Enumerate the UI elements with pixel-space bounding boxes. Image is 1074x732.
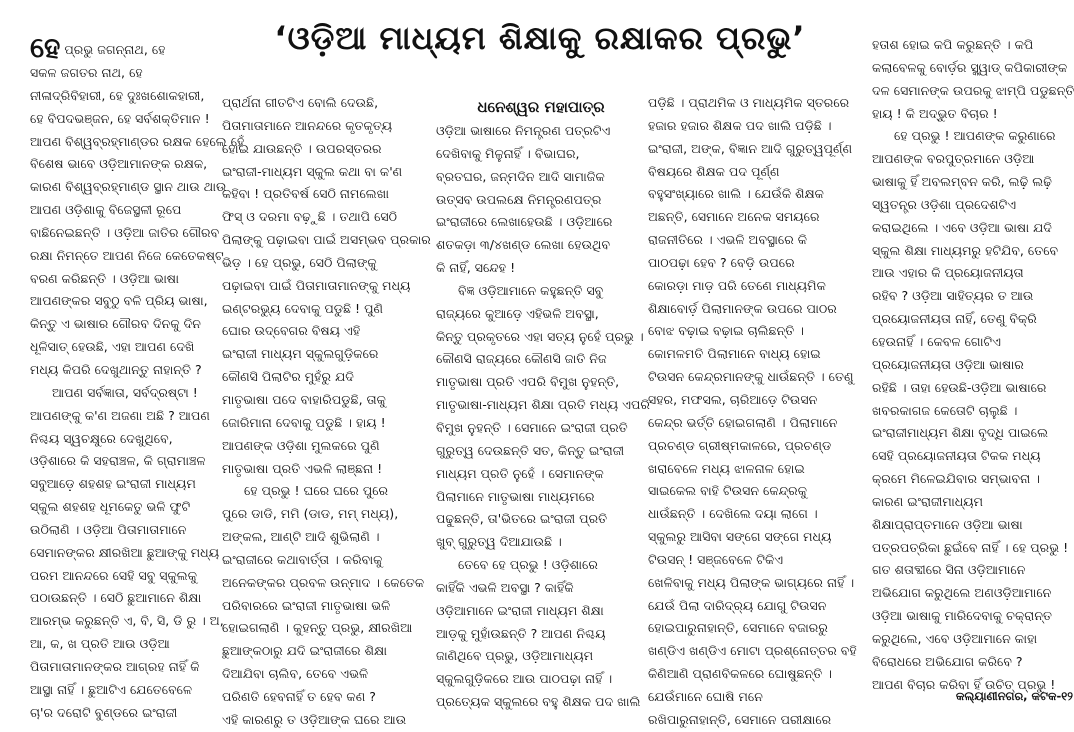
text-line: ପରିବାରରେ ଇଂରାଜୀ ମାତୃଭାଷା ଭଳି xyxy=(222,597,391,613)
text-line: ବାଛିନେଇଛନ୍ତି । ଓଡ଼ିଆ ଜାତିର ଗୌରବ xyxy=(30,224,220,240)
text-line: ପିତାମାତାମାନଙ୍କର ଆଗ୍ରହ ନାହିଁ କି xyxy=(30,658,200,674)
text-line: ହଜାର ହଜାର ଶିକ୍ଷକ ପଦ ଖାଲି ପଡ଼ିଛି । xyxy=(648,117,832,133)
text-line: ବିଷୟରେ ଶିକ୍ଷକ ପଦ ପୂର୍ଣ୍ଣ xyxy=(648,163,780,179)
text-line: ଇଂରାଜୀରେ ଲେଖାହେଉଛି । ଓଡ଼ିଆରେ xyxy=(436,214,613,230)
article-column-3 xyxy=(436,120,648,708)
text-line: ମାଧ୍ୟମ ପ୍ରତି ନୁହେଁ । ସେମାନଙ୍କ xyxy=(436,465,604,481)
text-line: ବୋଝ ବଢ଼ାଇ ବଢ଼ାଇ ଚାଲିଛନ୍ତି । xyxy=(648,323,804,339)
text-line: ବିରୋଧରେ ଅଭିଯୋଗ କରିବେ ? xyxy=(872,653,1023,669)
text-line: ଘୋର ଉଦ୍‌ବେଗର ବିଷୟ ଏହି xyxy=(222,323,361,339)
text-line: କାରଣ ଇଂରାଜୀମାଧ୍ୟମ xyxy=(872,493,984,509)
text-line: ଓଡ଼ିଆ ଭାଷାରେ ନିମନ୍ତ୍ରଣ ପତ୍ରଟିଏ xyxy=(436,123,611,138)
article-column-4 xyxy=(648,92,861,727)
text-line: ଆସ୍ଥା ନାହିଁ । ଛୁଆଟିଏ ଯେତେବେଳେ xyxy=(30,681,193,697)
text-line: କିନ୍ତୁ ଏ ଭାଷାର ଗୌରବ ଦିନକୁ ଦିନ xyxy=(30,316,201,332)
text-line: ଇଂରାଜୀ, ଅଙ୍କ, ବିଜ୍ଞାନ ଆଦି ଗୁରୁତ୍ୱପୂର୍ଣ୍ଣ xyxy=(648,140,853,156)
text-line: ହେ ପ୍ରଭୁ ! ଆପଣଙ୍କ କରୁଣାରେ xyxy=(894,128,1056,144)
column-3-body xyxy=(436,120,648,714)
text-line: ଆପଣଙ୍କ ବରପୁତ୍ରମାନେ ଓଡ଼ିଆ xyxy=(872,151,1035,167)
text-line: ପ୍ରୟୋଜନୀୟତା ଓଡ଼ିଆ ଭାଷାର xyxy=(872,356,1024,372)
text-line: କେନ୍ଦ୍ର ଭର୍ତ୍ତି ହୋଇଗଲାଣି । ପିଲାମାନେ xyxy=(648,414,838,430)
text-line: ହେ ପ୍ରଭୁ ! ଘରେ ଘରେ ପୁରେ xyxy=(244,483,389,499)
first-line-text: ପ୍ରଭୁ ଜଗନ୍ନାଥ, ହେ xyxy=(64,42,166,57)
text-line: ସହର, ମଫସଲ, ଚାରିଆଡ଼େ ଟିଉସନ xyxy=(648,391,818,407)
text-line: ସ୍କୁଲ ଶିକ୍ଷା ମାଧ୍ୟମରୁ ହଟିଯିବ, ତେବେ xyxy=(872,242,1059,258)
text-line: ଆପଣ ବିଶ୍ୱବ୍ରହ୍ମାଣ୍ଡର ରକ୍ଷକ ହେଲେ ହେଁ xyxy=(30,133,245,149)
column-1-body xyxy=(30,31,245,724)
text-line: ପଡ଼ିଛି । ପ୍ରାଥମିକ ଓ ମାଧ୍ୟମିକ ସ୍ତରରେ xyxy=(648,95,850,110)
text-line: ଯେଉଁ ପିଲା ଦାରିଦ୍ର୍ୟ ଯୋଗୁ ଟିଉସନ xyxy=(648,597,827,613)
text-line: ରାଜନୀତିରେ । ଏଭଳି ଅବସ୍ଥାରେ କି xyxy=(648,232,808,248)
text-line: ହୋଇପାରୁନାହାନ୍ତି, ସେମାନେ ବଜାରରୁ xyxy=(648,620,828,636)
text-line: ଅଙ୍କଲ, ଆଣ୍ଟି ଆଦି ଶୁଭିଲାଣି । xyxy=(222,529,380,545)
text-line: ହାୟ ! କି ଅଦ୍ଭୁତ ବିଚାର ! xyxy=(872,105,998,121)
text-line: ଅଛନ୍ତି, ସେମାନେ ଅନେକ ସମୟରେ xyxy=(648,209,820,225)
text-line: ଶତକଡ଼ା ୩/୪ଖଣ୍ଡ ଲେଖା ହେଉଥିବ xyxy=(436,237,611,253)
text-line: ପଢୁଛନ୍ତି, ତା'ଭିତରେ ଇଂରାଜୀ ପ୍ରତି xyxy=(436,511,608,527)
text-line: ବରଣ କରିଛନ୍ତି । ଓଡ଼ିଆ ଭାଷା xyxy=(30,270,179,286)
text-line: କିନ୍ତୁ ପ୍ରକୃତରେ ଏହା ସତ୍ୟ ନୁହେଁ ପ୍ରଭୁ । xyxy=(436,328,644,344)
text-line: ସବୁଆଡ଼େ ଶହଶହ ଇଂରାଜୀ ମାଧ୍ୟମ xyxy=(30,476,196,492)
text-line: କହିବା ! ପ୍ରତିବର୍ଷ ସେଠି ନାମଲେଖା xyxy=(222,186,390,202)
text-line: ଆପଣଙ୍କର ସବୁଠୁ ବଳି ପ୍ରିୟ ଭାଷା, xyxy=(30,293,208,309)
text-line: ଦେଖିବାକୁ ମିଳୁନାହିଁ । ବିଭାଘର, xyxy=(436,145,580,161)
text-line: ମାତୃଭାଷା ପଦେ ବାହାରିପଡୁଛି, ତାକୁ xyxy=(222,391,386,407)
text-line: ଆପଣ ଓଡ଼ିଶାକୁ ବିଜେସ୍ଥଳୀ ରୂପେ xyxy=(30,202,182,218)
text-line: ମାତୃଭାଷା ପ୍ରତି ଏପରି ବିମୁଖ ନୁହନ୍ତି, xyxy=(436,374,620,390)
text-line: ଗତ ଶତାବ୍ଦୀରେ ସିନା ଓଡ଼ିଆମାନେ xyxy=(872,562,1026,578)
text-line: ଶିକ୍ଷାବୋର୍ଡ଼ ପିଲାମାନଙ୍କ ଉପରେ ପାଠର xyxy=(648,300,837,316)
text-line: ଚା'ର ଦରୋଟି ବୁଣ୍ଡରେ ଇଂରାଜୀ xyxy=(30,704,178,720)
text-line: ହତାଶ ହୋଇ କପି କରୁଛନ୍ତି । କପି xyxy=(872,37,1034,52)
text-line: ସ୍କୁଲଗୁଡ଼ିକରେ ଆଉ ପାଠପଢ଼ା ନାହିଁ । xyxy=(436,671,613,687)
text-line: ପ୍ରତ୍ୟେକ ସ୍କୁଲରେ ବହୁ ଶିକ୍ଷକ ପଦ ଖାଲି xyxy=(436,694,641,710)
text-line: ଉତ୍ସବ ଉପଲକ୍ଷେ ନିମନ୍ତ୍ରଣପତ୍ର xyxy=(436,191,602,207)
text-line: କରୁଥିଲେ, ଏବେ ଓଡ଼ିଆମାନେ କାହା xyxy=(872,630,1038,646)
text-line: ଇଣ୍ଟରଭ୍ୟୁ ଦେବାକୁ ପଡୁଛି ! ପୁଣି xyxy=(222,300,384,316)
text-line: ରହିବ ? ଓଡ଼ିଆ ସାହିତ୍ୟର ତ ଆଉ xyxy=(872,288,1034,304)
text-line: କୌଣସି ପିଲାଟିର ମୁହଁରୁ ଯଦି xyxy=(222,369,354,385)
text-line: କୌଣସି ରାଜ୍ୟରେ କୌଣସି ଜାତି ନିଜ xyxy=(436,351,607,367)
text-line: ଓଡ଼ିଶାରେ କି ସହରାଞ୍ଚଳ, କି ଗ୍ରାମାଞ୍ଚଳ xyxy=(30,453,206,469)
text-line: କାହିଁକି ଏଭଳି ଅବସ୍ଥା ? କାହିଁକି xyxy=(436,579,574,595)
text-line: ଖରାବେଳେ ମଧ୍ୟ ଝାଳନାଳ ହୋଇ xyxy=(648,460,805,476)
text-line: ଟିଉସନ୍ ! ସଞ୍ଜବେଳେ ଟିକିଏ xyxy=(648,551,784,567)
text-line: ଦଳ ସେମାନଙ୍କ ଉପରକୁ ଝାମ୍ପି ପଡୁଛନ୍ତି xyxy=(872,82,1074,98)
text-line: ଆରମ୍ଭ କରୁଛନ୍ତି ଏ, ବି, ସି, ଡି ରୁ । ଅ, xyxy=(30,613,224,629)
article-column-5 xyxy=(872,34,1073,708)
text-line: କି ନାହିଁ, ସନ୍ଦେହ ! xyxy=(436,260,516,276)
text-line: ଇଂରାଜୀରେ କଥାବାର୍ତ୍ତା । କରିବାକୁ xyxy=(222,551,383,567)
text-line: ନିଶ୍ଚୟ ସ୍ୱଚକ୍ଷୁରେ ଦେଖୁଥିବେ, xyxy=(30,430,173,446)
text-line: ପରିଣତି ହେବନାହିଁ ତ ହେବ କଣ ? xyxy=(222,688,376,704)
text-line: ମାତୃଭାଷା-ମାଧ୍ୟମ ଶିକ୍ଷା ପ୍ରତି ମଧ୍ୟ ଏପରି xyxy=(436,397,650,413)
text-line: ଏହି କାରଣରୁ ତ ଓଡ଼ିଆଙ୍କ ଘରେ ଆଉ xyxy=(222,711,407,727)
text-line: ଖେଳିବାକୁ ମଧ୍ୟ ପିଲାଙ୍କ ଭାଗ୍ୟରେ ନାହିଁ । xyxy=(648,574,855,590)
text-line: ଜାଣିଥିବେ ପ୍ରଭୁ, ଓଡ଼ିଆମାଧ୍ୟମ xyxy=(436,648,594,664)
text-line: ରାଜ୍ୟରେ କୁଆଡ଼େ ଏହିଭଳି ଅବସ୍ଥା, xyxy=(436,305,599,321)
text-line: ସ୍କୁଲ ଶହଶହ ଧୂମକେତୁ ଭଳି ଫୁଟି xyxy=(30,499,191,515)
text-line: ରଖିପାରୁନାହାନ୍ତି, ସେମାନେ ପରୀକ୍ଷାରେ xyxy=(648,711,832,727)
text-line: ପରମ ଆନନ୍ଦରେ ସେହି ସବୁ ସ୍କୁଲକୁ xyxy=(30,567,198,583)
text-line: ପିଲାମାନେ ମାତୃଭାଷା ମାଧ୍ୟମରେ xyxy=(436,488,595,504)
text-line: ତେବେ ହେ ପ୍ରଭୁ ! ଓଡ଼ିଶାରେ xyxy=(458,557,598,573)
text-line: ରହିଛି । ତାହା ହେଉଛି-ଓଡ଼ିଆ ଭାଷାରେ xyxy=(872,379,1047,395)
text-line: ସେମାନଙ୍କର କ୍ଷୀରଖିଆ ଛୁଆଙ୍କୁ ମଧ୍ୟ xyxy=(30,544,220,560)
text-line: ହୋଇ ଯାଉଛନ୍ତି । ଉପରସ୍ତରର xyxy=(222,140,382,156)
text-line: ଖଣ୍ଡିଏ ଖଣ୍ଡିଏ ମୋଟା ପ୍ରଶ୍ନୋତ୍ତର ବହି xyxy=(648,643,857,659)
text-line: ଆପଣଙ୍କୁ କ'ଣ ଅଜଣା ଅଛି ? ଆପଣ xyxy=(30,407,210,423)
text-line: ଯେଉଁମାନେ ଘୋଷି ମନେ xyxy=(648,688,763,704)
text-line: ମାତୃଭାଷା ପ୍ରତି ଏଭଳି ଲାଞ୍ଛନା ! xyxy=(222,460,383,476)
column-2-body xyxy=(222,92,435,732)
text-line: ପ୍ରୟୋଜନୀୟତା ନାହିଁ, ତେଣୁ ବିକ୍ରି xyxy=(872,311,1037,327)
text-line: ହୋଇଗଲାଣି । କୁହନ୍ତୁ ପ୍ରଭୁ, କ୍ଷୀରଖିଆ xyxy=(222,620,413,636)
text-line: ଧୂଳିସାତ୍ ହେଉଛି, ଏହା ଆପଣ ଦେଖି xyxy=(30,339,195,355)
article-byline: ଧନେଶ୍ୱର ମହାପାତ୍ର xyxy=(477,98,605,116)
text-line: ପ୍ରାର୍ଥନା ଗୀତଟିଏ ବୋଲି ଦେଉଛି, xyxy=(222,95,379,110)
text-line: ହେଉନାହିଁ । କେବଳ ଗୋଟିଏ xyxy=(872,333,1002,349)
text-line: ଦିଆଯିବା ଚାଲିବ, ତେବେ ଏଭଳି xyxy=(222,666,369,682)
text-line: ଖବରକାଗଜ କେତୋଟି ଚାଲୁଛି । xyxy=(872,402,1018,418)
text-line: ଅନେକଙ୍କର ପ୍ରବଳ ଉନ୍ମାଦ । କେତେକ xyxy=(222,574,425,590)
text-line: ଆପଣ ସର୍ବଜ୍ଞାତା, ସର୍ବଦ୍ରଷ୍ଟା ! xyxy=(52,384,198,400)
text-line: ବିମୁଖ ନୁହନ୍ତି । ସେମାନେ ଇଂରାଜୀ ପ୍ରତି xyxy=(436,419,628,435)
text-line: ସେହି ପ୍ରୟୋଜନୀୟତା ଟିକକ ମଧ୍ୟ xyxy=(872,448,1041,464)
text-line: ଶିକ୍ଷାପ୍ରାପ୍ତମାନେ ଓଡ଼ିଆ ଭାଷା xyxy=(872,516,1023,532)
text-line: ଆଡ଼କୁ ମୁହାଁଉଛନ୍ତି ? ଆପଣ ନିଶ୍ଚୟ xyxy=(436,625,606,641)
text-line: ଆ, କ, ଖ ପ୍ରତି ଆଉ ଓଡ଼ିଆ xyxy=(30,636,170,652)
text-line: ମଧ୍ୟ କିପରି ଦେଖୁଥାନ୍ତୁ ନାହାନ୍ତି ? xyxy=(30,361,202,377)
text-line: ଗୁରୁତ୍ୱ ଦେଉଛନ୍ତି ସତ, କିନ୍ତୁ ଇଂରାଜୀ xyxy=(436,442,625,458)
text-line: କିଣିଆଣି ପ୍ରାଣବିକଳରେ ଘୋଷୁଛନ୍ତି । xyxy=(648,666,832,682)
text-line: ଇଂରାଜୀମାଧ୍ୟମ ଶିକ୍ଷା ବୃଦ୍ଧି ପାଇଲେ xyxy=(872,425,1049,441)
text-line: ପାଠପଢ଼ା ହେବ ? ବେଡ଼ି ଉପରେ xyxy=(648,254,795,270)
text-line: ରକ୍ଷା ନିମନ୍ତେ ଆପଣ ନିଜେ କେତେକଷ୍ଟ xyxy=(30,247,224,263)
text-line: କ୍ରମେ ମିଳେଇଯିବାର ସମ୍ଭାବନା । xyxy=(872,471,1040,487)
text-line: ବିଜ୍ଞ ଓଡ଼ିଆମାନେ କହୁଛନ୍ତି ସବୁ xyxy=(458,282,604,298)
text-line: ବ୍ରତଘର, ଜନ୍ମଦିନ ଆଦି ସାମାଜିକ xyxy=(436,168,605,184)
article-column-2 xyxy=(222,92,435,727)
text-line: ବିଶେଷ ଭାବେ ଓଡ଼ିଆମାନଙ୍କ ରକ୍ଷକ, xyxy=(30,156,208,172)
text-line: ଓଡ଼ିଆମାନେ ଇଂରାଜୀ ମାଧ୍ୟମ ଶିକ୍ଷା xyxy=(436,602,604,618)
column-5-body xyxy=(872,34,1073,696)
text-line: ପୁରେ ଡାଡି, ମମି (ଡାଡ, ମମ୍ ମଧ୍ୟ), xyxy=(222,506,399,522)
text-line: ସକଳ ଜଗତର ନାଥ, ହେ xyxy=(30,65,143,80)
text-line: ଧାଉଁଛନ୍ତି । ଦେଖିଲେ ଦୟା ଲାଗେ । xyxy=(648,506,818,522)
text-line: ଫିସ୍ ଓ ଦରମା ବଢ଼ୁଛି । ତଥାପି ସେଠି xyxy=(222,209,398,225)
text-line: ଓଡ଼ିଆ ଭାଷାକୁ ମାରିଦେବାକୁ ଚକ୍ରାନ୍ତ xyxy=(872,608,1052,624)
text-line: ଭାଷାକୁ ହିଁ ଅବଲମ୍ବନ କରି, ଲଢ଼ି ଲଢ଼ି xyxy=(872,174,1052,190)
text-line: ଛୁଆଙ୍କଠାରୁ ଯଦି ଇଂରାଜୀରେ ଶିକ୍ଷା xyxy=(222,643,388,659)
text-line: ଆପଣ ବିଚାର କରିବା ହିଁ ଉଚିତ୍ ପ୍ରଭୁ ! xyxy=(872,676,1056,692)
text-line: କୋମଳମତି ପିଲାମାନେ ବାଧ୍ୟ ହୋଇ xyxy=(648,346,821,362)
text-line: ଆଉ ଏହାର କି ପ୍ରୟୋଜନୀୟତା xyxy=(872,265,1024,281)
text-line: କୋରଡ଼ା ମାଡ଼ ପରି ତେଣେ ମାଧ୍ୟମିକ xyxy=(648,277,826,293)
text-line: ପ୍ରଚଣ୍ଡ ଗ୍ରୀଷ୍ମକାଳରେ, ପ୍ରଚଣ୍ଡ xyxy=(648,437,832,453)
text-line: ଇଂରାଜୀ-ମାଧ୍ୟମ ସ୍କୁଲ କଥା ବା କ'ଣ xyxy=(222,163,403,179)
article-signoff: କଲ୍ୟାଣୀନଗର, କଟକ-୧୨ xyxy=(955,689,1073,703)
text-line: ଆପଣଙ୍କ ଓଡ଼ିଶା ମୁଲକରେ ପୁଣି xyxy=(222,437,380,453)
text-line: ପତ୍ରପତ୍ରିକା ଛୁଇଁବେ ନାହିଁ । ହେ ପ୍ରଭୁ ! xyxy=(872,539,1069,555)
text-line: ଜୋରିମାନା ଦେବାକୁ ପଡୁଛି । ହାୟ ! xyxy=(222,414,386,430)
column-4-body xyxy=(648,92,861,732)
text-line: କଲାବେଳକୁ ବୋର୍ଡ଼ର ସ୍କ୍ୱାଡ୍ କପିକାରୀଙ୍କ xyxy=(872,59,1068,75)
text-line: ପିତାମାତାମାନେ ଆନନ୍ଦରେ କୃତକୃତ୍ୟ xyxy=(222,117,393,133)
text-line: ନୀଳାଦ୍ରିବିହାରୀ, ହେ ଦୁଃଖଶୋକହାରୀ, xyxy=(30,87,205,103)
text-line: ପିଲାଙ୍କୁ ପଢ଼ାଇବା ପାଇଁ ଅସମ୍ଭବ ପ୍ରକାର xyxy=(222,232,431,248)
drop-cap: ହେ xyxy=(30,31,61,64)
text-line: ଉଠିଲାଣି । ଓଡ଼ିଆ ପିତାମାତାମାନେ xyxy=(30,521,187,537)
text-line: ହେ ବିପଦଭଞ୍ଜନ, ହେ ସର୍ବଶକ୍ତିମାନ ! xyxy=(30,110,210,126)
text-line: ଅଭିଯୋଗ କରୁଥିଲେ ଅଣଓଡ଼ିଆମାନେ xyxy=(872,585,1052,601)
text-line: ସ୍ୱତନ୍ତ୍ର ଓଡ଼ିଶା ପ୍ରଦେଶଟିଏ xyxy=(872,196,1017,212)
text-line: ପଢ଼ାଇବା ପାଇଁ ପିତାମାତାମାନଙ୍କୁ ମଧ୍ୟ xyxy=(222,277,411,293)
text-line: ସାଇକେଲ ବାହି ଟିଉସନ କେନ୍ଦ୍ରକୁ xyxy=(648,483,808,499)
text-line: ବହୁସଂଖ୍ୟାରେ ଖାଲି । ଯେଉଁକି ଶିକ୍ଷକ xyxy=(648,186,824,202)
text-line: ସ୍କୁଲରୁ ଆସିବା ସଙ୍ଗେ ସଙ୍ଗେ ମଧ୍ୟ xyxy=(648,529,832,545)
text-line xyxy=(30,31,222,64)
article-column-1 xyxy=(30,31,245,720)
text-line: ଟିଉସନ କେନ୍ଦ୍ରମାନଙ୍କୁ ଧାଉଁଛନ୍ତି । ତେଣୁ xyxy=(648,369,854,385)
text-line: କରାଇଥିଲେ । ଏବେ ଓଡ଼ିଆ ଭାଷା ଯଦି xyxy=(872,219,1052,235)
text-line: ଭିଡ଼ । ହେ ପ୍ରଭୁ, ସେଠି ପିଲାଙ୍କୁ xyxy=(222,254,377,270)
text-line: କାରଣ ବିଶ୍ୱବ୍ରହ୍ମାଣ୍ଡ ସ୍ଥାନ ଥାଉ ଥାଉ xyxy=(30,179,227,195)
text-line: ଖୁବ୍ ଗୁରୁତ୍ୱ ଦିଆଯାଉଛି । xyxy=(436,534,562,550)
article-headline: ‘ଓଡ଼ିଆ ମାଧ୍ୟମ ଶିକ୍ଷାକୁ ରକ୍ଷାକର ପ୍ରଭୁ’ xyxy=(274,19,806,57)
text-line: ଇଂରାଜୀ ମାଧ୍ୟମ ସ୍କୁଲଗୁଡ଼ିକରେ xyxy=(222,346,379,362)
text-line: ପଠାଉଛନ୍ତି । ସେଠି ଛୁଆମାନେ ଶିକ୍ଷା xyxy=(30,590,202,606)
